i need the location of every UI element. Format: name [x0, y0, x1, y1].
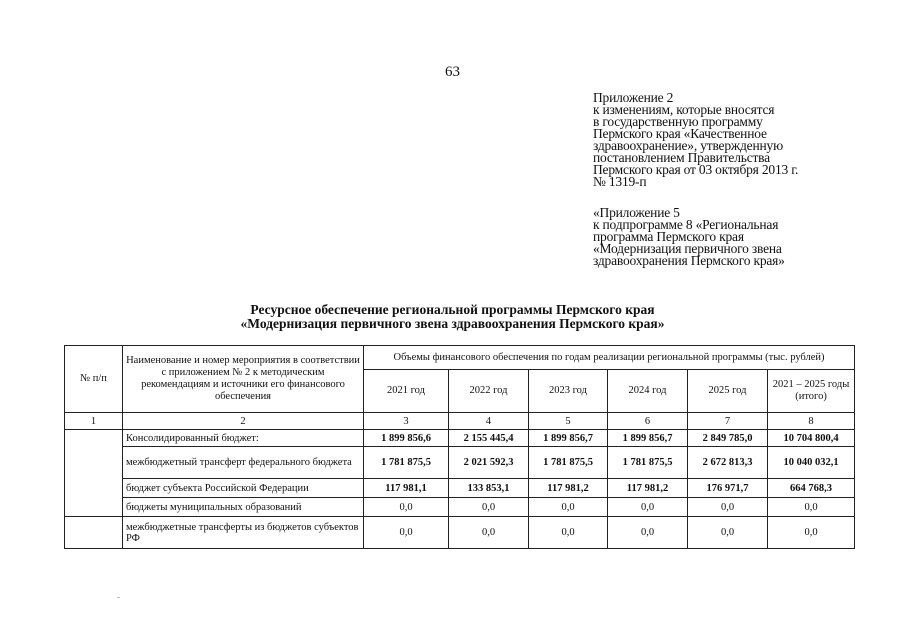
row-value: 133 853,1	[449, 479, 529, 498]
row-name: бюджеты муниципальных образований	[123, 498, 364, 517]
column-number-row	[65, 413, 855, 430]
document-title	[0, 303, 905, 331]
subannex-line: «Модернизация первичного звена	[593, 241, 782, 256]
row-value: 117 981,2	[608, 479, 688, 498]
table-row	[65, 498, 855, 517]
row-value: 0,0	[364, 498, 449, 517]
row-value: 2 849 785,0	[688, 430, 768, 447]
row-value: 2 021 592,3	[449, 447, 529, 479]
subannex-line: программа Пермского края	[593, 229, 744, 244]
table-row	[65, 430, 855, 447]
row-value: 0,0	[608, 517, 688, 549]
column-number: 1	[65, 413, 123, 430]
table-row	[65, 479, 855, 498]
row-value: 1 899 856,6	[364, 430, 449, 447]
annex-line: в государственную программу	[593, 114, 763, 129]
column-number: 5	[529, 413, 608, 430]
header-year-total: 2021 – 2025 годы (итого)	[768, 370, 855, 413]
subannex-line: «Приложение 5	[593, 205, 680, 220]
column-number: 3	[364, 413, 449, 430]
title-line: «Модернизация первичного звена здравоохранения Пермского края»	[240, 316, 665, 331]
annex-line: № 1319-п	[593, 174, 647, 189]
row-name: межбюджетные трансферты из бюджетов субъектов РФ	[123, 517, 364, 549]
subannex-header-block	[593, 207, 785, 267]
row-value: 10 040 032,1	[768, 447, 855, 479]
row-name: бюджет субъекта Российской Федерации	[123, 479, 364, 498]
header-num: № п/п	[65, 346, 123, 413]
row-number-cell	[65, 430, 123, 517]
annex-line: Пермского края от 03 октября 2013 г.	[593, 162, 799, 177]
row-value: 0,0	[364, 517, 449, 549]
row-value: 0,0	[529, 498, 608, 517]
header-year: 2023 год	[529, 370, 608, 413]
row-value: 0,0	[449, 517, 529, 549]
header-year: 2022 год	[449, 370, 529, 413]
header-year: 2025 год	[688, 370, 768, 413]
annex-line: к изменениям, которые вносятся	[593, 102, 775, 117]
row-value: 0,0	[608, 498, 688, 517]
subannex-line: к подпрограмме 8 «Региональная	[593, 217, 779, 232]
column-number: 7	[688, 413, 768, 430]
annex-line: постановлением Правительства	[593, 150, 770, 165]
row-value: 117 981,2	[529, 479, 608, 498]
header-name: Наименование и номер мероприятия в соответствии с приложением № 2 к методическим рекомендациям и источники его финансового обеспечения	[123, 346, 364, 413]
annex-header-block	[593, 92, 798, 188]
funding-table	[64, 345, 855, 549]
row-name: Консолидированный бюджет:	[123, 430, 364, 447]
column-number: 4	[449, 413, 529, 430]
column-number: 6	[608, 413, 688, 430]
row-value: 2 155 445,4	[449, 430, 529, 447]
row-value: 1 781 875,5	[364, 447, 449, 479]
row-number-cell	[65, 517, 123, 549]
row-value: 117 981,1	[364, 479, 449, 498]
row-value: 0,0	[768, 498, 855, 517]
row-value: 0,0	[768, 517, 855, 549]
annex-line: Пермского края «Качественное	[593, 126, 767, 141]
row-value: 2 672 813,3	[688, 447, 768, 479]
table-row	[65, 517, 855, 549]
header-year: 2024 год	[608, 370, 688, 413]
header-funding: Объемы финансового обеспечения по годам реализации региональной программы (тыс. рублей)	[364, 346, 855, 370]
row-value: 1 899 856,7	[608, 430, 688, 447]
title-line: Ресурсное обеспечение региональной программы Пермского края	[250, 302, 655, 317]
row-value: 664 768,3	[768, 479, 855, 498]
row-value: 10 704 800,4	[768, 430, 855, 447]
row-value: 0,0	[688, 517, 768, 549]
column-number: 8	[768, 413, 855, 430]
row-value: 0,0	[529, 517, 608, 549]
row-name: межбюджетный трансферт федерального бюджета	[123, 447, 364, 479]
annex-line: Приложение 2	[593, 90, 674, 105]
row-value: 1 781 875,5	[608, 447, 688, 479]
scan-mark	[117, 597, 120, 598]
page-number: 63	[445, 64, 460, 80]
row-value: 176 971,7	[688, 479, 768, 498]
row-value: 1 899 856,7	[529, 430, 608, 447]
column-number: 2	[123, 413, 364, 430]
subannex-line: здравоохранения Пермского края»	[593, 253, 785, 268]
row-value: 0,0	[449, 498, 529, 517]
annex-line: здравоохранение», утвержденную	[593, 138, 783, 153]
table-row	[65, 447, 855, 479]
row-value: 0,0	[688, 498, 768, 517]
row-value: 1 781 875,5	[529, 447, 608, 479]
header-year: 2021 год	[364, 370, 449, 413]
